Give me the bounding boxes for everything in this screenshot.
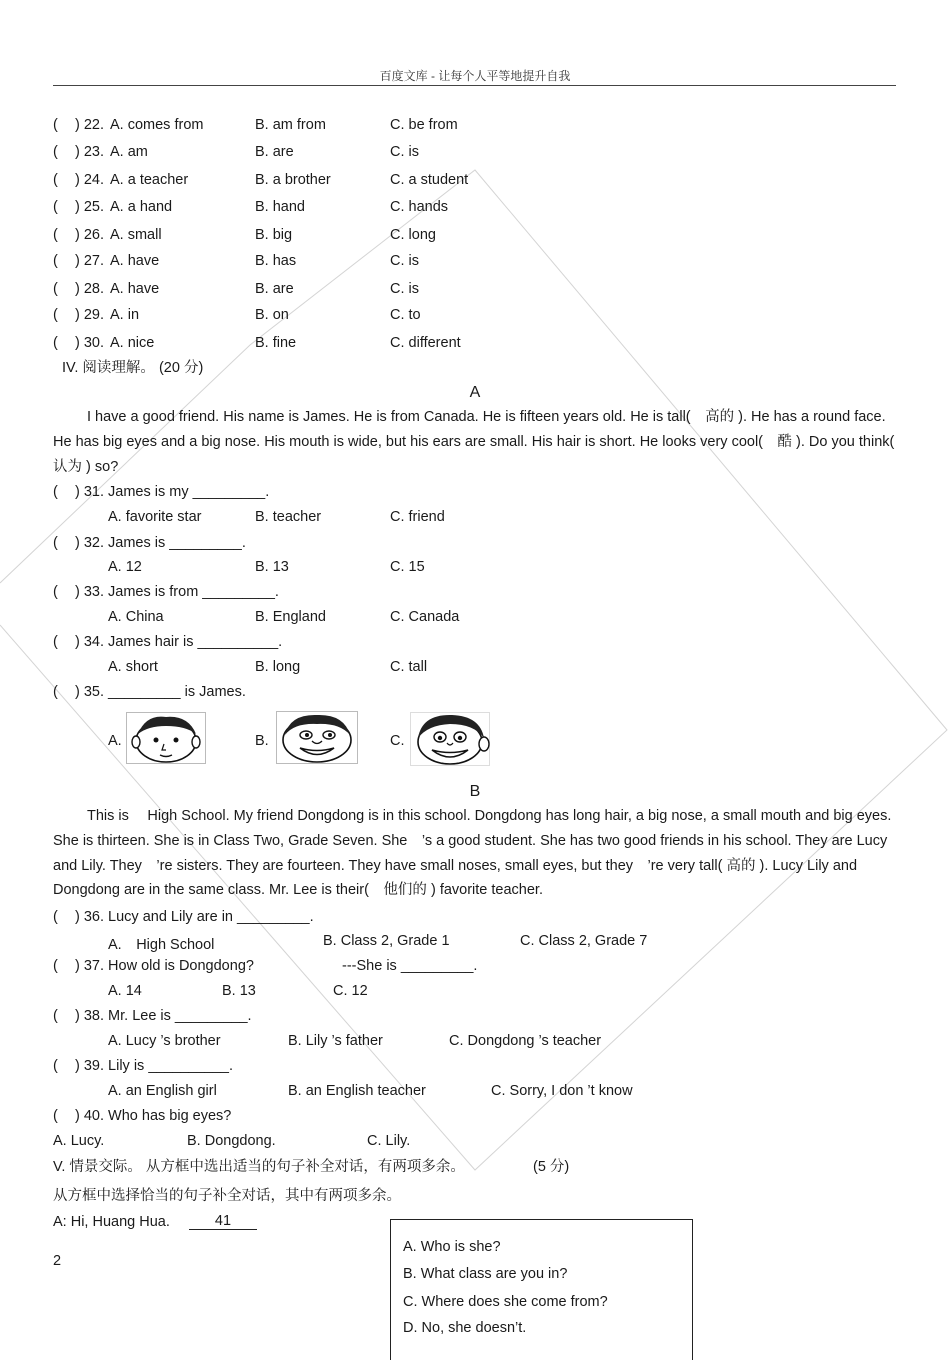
option-b: B. Dongdong. (187, 1133, 276, 1149)
option-b: B. Lily ’s father (288, 1033, 383, 1049)
option-c: C. is (390, 281, 419, 297)
option-c: C. 12 (333, 983, 368, 999)
option-b: B. (255, 733, 269, 749)
question-number: ) 27. (75, 253, 105, 269)
paren: ( (53, 958, 58, 974)
option-a: A. have (110, 281, 160, 297)
question-number: ) 23. (75, 144, 105, 160)
option-b: B. are (255, 144, 294, 160)
paren: ( (53, 307, 58, 323)
paren: ( (53, 227, 58, 243)
option-a: A. have (110, 253, 160, 269)
option-d: D. No, she doesn’t. (403, 1320, 527, 1336)
option-b: B. big (255, 227, 293, 243)
option-a: A. China (108, 609, 164, 625)
option-c: C. a student (390, 172, 469, 188)
paren: ( (53, 281, 58, 297)
question-number: ) 30. (75, 335, 105, 351)
option-c: C. friend (390, 509, 445, 525)
dialog-line-41: A: Hi, Huang Hua. (53, 1214, 170, 1230)
option-c: C. Dongdong ’s teacher (449, 1033, 602, 1049)
option-b: B. on (255, 307, 289, 323)
option-a: A. Lucy ’s brother (108, 1033, 221, 1049)
option-b: B. are (255, 281, 294, 297)
question-37-answer-line: ---She is _________. (342, 958, 478, 974)
question-36: ) 36. Lucy and Lily are in _________. (75, 909, 314, 925)
question-number: ) 22. (75, 117, 105, 133)
option-c: C. 15 (390, 559, 425, 575)
option-a: A. in (110, 307, 140, 323)
paren: ( (53, 1108, 58, 1124)
option-b: B. England (255, 609, 326, 625)
face-c-image (410, 712, 490, 766)
option-b: B. 13 (222, 983, 256, 999)
option-a: A. short (108, 659, 158, 675)
answer-blank-41[interactable]: 41 (189, 1214, 257, 1230)
option-c: C. be from (390, 117, 458, 133)
question-39: ) 39. Lily is __________. (75, 1058, 233, 1074)
question-38: ) 38. Mr. Lee is _________. (75, 1008, 252, 1024)
face-b-image (276, 711, 358, 764)
question-number: ) 25. (75, 199, 105, 215)
option-a: A. an English girl (108, 1083, 217, 1099)
question-32: ) 32. James is _________. (75, 535, 246, 551)
passage-b-label: B (469, 783, 481, 800)
paren: ( (53, 117, 58, 133)
option-b: B. teacher (255, 509, 322, 525)
question-number: ) 29. (75, 307, 105, 323)
option-c: C. (390, 733, 405, 749)
option-c: C. long (390, 227, 436, 243)
option-c: C. tall (390, 659, 428, 675)
section-5-title: V. 情景交际。 从方框中选出适当的句子补全对话，有两项多余。 (53, 1159, 465, 1175)
paren: ( (53, 909, 58, 925)
paren: ( (53, 335, 58, 351)
passage-a-label: A (469, 384, 481, 401)
option-b: B. hand (255, 199, 305, 215)
option-a: A. nice (110, 335, 155, 351)
section-5-instruction: 从方框中选择恰当的句子补全对话，其中有两项多余。 (53, 1188, 401, 1204)
option-c: C. Lily. (367, 1133, 411, 1149)
paren: ( (53, 144, 58, 160)
question-number: ) 24. (75, 172, 105, 188)
option-c: C. different (390, 335, 461, 351)
face-a-image (126, 712, 206, 764)
paren: ( (53, 684, 58, 700)
option-a: A. High School (108, 937, 215, 953)
passage-b-text: This is High School. My friend Dongdong is in this school. Dongdong has long hair, a big nose, a small mouth and big eyes. She is thirteen. She is in Class Two, Grade Seven. She ’s a good student. She has two good friends in his school. They are Lucy and Lily. They ’re sisters. They are fourteen. They have small noses, small eyes, but they ’re very tall( 高的 ). Lucy Lily and Dongdong are in the same class. Mr. Lee is their( 他们的 ) favorite teacher. (53, 808, 892, 899)
option-c: C. to (390, 307, 421, 323)
option-c: C. Sorry, I don ’t know (491, 1083, 633, 1099)
option-c: C. is (390, 144, 419, 160)
paren: ( (53, 253, 58, 269)
page-number: 2 (53, 1253, 62, 1269)
option-b: B. What class are you in? (403, 1266, 568, 1282)
option-b: B. has (255, 253, 297, 269)
option-a: A. small (110, 227, 162, 243)
option-c: C. hands (390, 199, 449, 215)
option-a: A. a hand (110, 199, 173, 215)
paren: ( (53, 1058, 58, 1074)
option-a: A. Who is she? (403, 1239, 501, 1255)
question-40: ) 40. Who has big eyes? (75, 1108, 232, 1124)
paren: ( (53, 199, 58, 215)
option-a: A. am (110, 144, 148, 160)
option-b: B. 13 (255, 559, 289, 575)
option-a: A. (108, 733, 122, 749)
section-5-score: (5 分) (533, 1159, 570, 1175)
option-a: A. Lucy. (53, 1133, 105, 1149)
paren: ( (53, 1008, 58, 1024)
section-4-title: IV. 阅读理解。 (20 分) (62, 360, 204, 376)
paren: ( (53, 634, 58, 650)
option-b: B. an English teacher (288, 1083, 426, 1099)
option-c: C. Where does she come from? (403, 1294, 608, 1310)
question-number: ) 26. (75, 227, 105, 243)
option-c: C. is (390, 253, 419, 269)
option-a: A. favorite star (108, 509, 202, 525)
paren: ( (53, 172, 58, 188)
question-number: ) 28. (75, 281, 105, 297)
option-a: A. a teacher (110, 172, 189, 188)
question-35: ) 35. _________ is James. (75, 684, 246, 700)
page-header: 百度文库 - 让每个人平等地提升自我 (379, 69, 571, 83)
header-rule (53, 85, 896, 86)
option-b: B. fine (255, 335, 297, 351)
paren: ( (53, 584, 58, 600)
option-b: B. Class 2, Grade 1 (323, 933, 450, 949)
paren: ( (53, 484, 58, 500)
question-31: ) 31. James is my _________. (75, 484, 270, 500)
option-b: B. am from (255, 117, 326, 133)
question-37: ) 37. How old is Dongdong? (75, 958, 254, 974)
paren: ( (53, 535, 58, 551)
option-b: B. a brother (255, 172, 331, 188)
option-c: C. Class 2, Grade 7 (520, 933, 648, 949)
question-33: ) 33. James is from _________. (75, 584, 279, 600)
option-b: B. long (255, 659, 301, 675)
option-c: C. Canada (390, 609, 460, 625)
option-a: A. 12 (108, 559, 142, 575)
question-34: ) 34. James hair is __________. (75, 634, 283, 650)
passage-a-text: I have a good friend. His name is James. He is from Canada. He is fifteen years old. He is tall( 高的 ). He has a round face. He has big eyes and a big nose. His mouth is wide, but his ears are small. His hair is short. He looks very cool( 酷 ). Do you think( 认为 ) so? (53, 409, 895, 475)
option-a: A. 14 (108, 983, 142, 999)
option-a: A. comes from (110, 117, 204, 133)
